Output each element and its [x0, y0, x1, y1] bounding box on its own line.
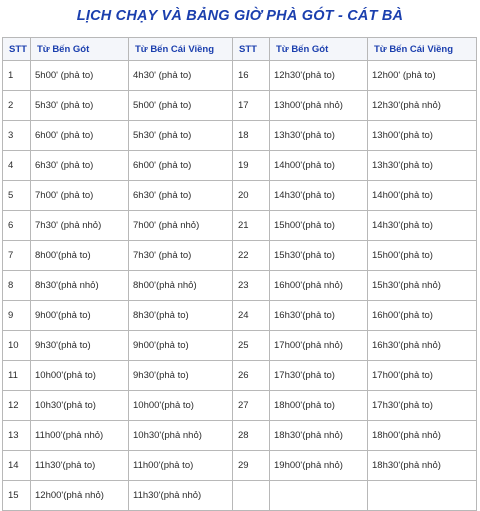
departure-got-cell: 13h00'(phả nhỏ) [270, 91, 368, 121]
departure-cai-vieng-cell [368, 481, 477, 511]
departure-got-cell: 5h00' (phả to) [31, 61, 129, 91]
row-number-cell: 26 [233, 361, 270, 391]
departure-got-cell: 18h00'(phả to) [270, 391, 368, 421]
row-number-cell: 23 [233, 271, 270, 301]
row-number-cell [233, 481, 270, 511]
column-header-stt: STT [3, 38, 31, 61]
table-body [3, 61, 477, 511]
departure-cai-vieng-cell: 17h30'(phả to) [368, 391, 477, 421]
departure-got-cell: 12h00'(phả nhỏ) [31, 481, 129, 511]
departure-got-cell: 10h30'(phả to) [31, 391, 129, 421]
departure-got-cell: 15h30'(phả to) [270, 241, 368, 271]
row-number-cell: 7 [3, 241, 31, 271]
departure-got-cell: 9h30'(phả to) [31, 331, 129, 361]
departure-cai-vieng-cell: 15h30'(phả nhỏ) [368, 271, 477, 301]
departure-got-cell: 6h30' (phả to) [31, 151, 129, 181]
row-number-cell: 20 [233, 181, 270, 211]
departure-cai-vieng-cell: 16h00'(phả to) [368, 301, 477, 331]
departure-got-cell: 16h30'(phả to) [270, 301, 368, 331]
departure-got-cell: 19h00'(phả nhỏ) [270, 451, 368, 481]
departure-cai-vieng-cell: 12h30'(phả nhỏ) [368, 91, 477, 121]
departure-cai-vieng-cell: 11h30'(phả nhỏ) [129, 481, 233, 511]
departure-got-cell: 7h00' (phả to) [31, 181, 129, 211]
departure-got-cell: 12h30'(phả to) [270, 61, 368, 91]
row-number-cell: 9 [3, 301, 31, 331]
table-row [3, 481, 477, 511]
row-number-cell: 14 [3, 451, 31, 481]
departure-cai-vieng-cell: 7h00' (phả nhỏ) [129, 211, 233, 241]
departure-cai-vieng-cell: 14h00'(phả to) [368, 181, 477, 211]
table-row [3, 301, 477, 331]
departure-cai-vieng-cell: 7h30' (phả to) [129, 241, 233, 271]
row-number-cell: 8 [3, 271, 31, 301]
row-number-cell: 16 [233, 61, 270, 91]
row-number-cell: 10 [3, 331, 31, 361]
departure-got-cell: 14h30'(phả to) [270, 181, 368, 211]
departure-got-cell: 7h30' (phả nhỏ) [31, 211, 129, 241]
departure-cai-vieng-cell: 18h00'(phả nhỏ) [368, 421, 477, 451]
departure-cai-vieng-cell: 10h30'(phả nhỏ) [129, 421, 233, 451]
departure-got-cell: 13h30'(phả to) [270, 121, 368, 151]
departure-got-cell: 18h30'(phả nhỏ) [270, 421, 368, 451]
departure-cai-vieng-cell: 13h00'(phả to) [368, 121, 477, 151]
departure-got-cell: 15h00'(phả to) [270, 211, 368, 241]
column-header-from-got: Từ Bến Gót [270, 38, 368, 61]
departure-got-cell: 8h00'(phả to) [31, 241, 129, 271]
row-number-cell: 5 [3, 181, 31, 211]
row-number-cell: 29 [233, 451, 270, 481]
row-number-cell: 15 [3, 481, 31, 511]
table-row [3, 451, 477, 481]
departure-got-cell [270, 481, 368, 511]
row-number-cell: 4 [3, 151, 31, 181]
table-row [3, 61, 477, 91]
table-row [3, 421, 477, 451]
departure-got-cell: 17h00'(phả nhỏ) [270, 331, 368, 361]
table-row [3, 391, 477, 421]
table-row [3, 121, 477, 151]
departure-cai-vieng-cell: 11h00'(phả to) [129, 451, 233, 481]
departure-cai-vieng-cell: 5h30' (phả to) [129, 121, 233, 151]
table-row [3, 151, 477, 181]
departure-cai-vieng-cell: 15h00'(phả to) [368, 241, 477, 271]
column-header-from-got: Từ Bến Gót [31, 38, 129, 61]
row-number-cell: 27 [233, 391, 270, 421]
departure-got-cell: 17h30'(phả to) [270, 361, 368, 391]
row-number-cell: 3 [3, 121, 31, 151]
row-number-cell: 1 [3, 61, 31, 91]
table-row [3, 361, 477, 391]
departure-got-cell: 10h00'(phả to) [31, 361, 129, 391]
row-number-cell: 17 [233, 91, 270, 121]
row-number-cell: 21 [233, 211, 270, 241]
departure-cai-vieng-cell: 6h30' (phả to) [129, 181, 233, 211]
departure-got-cell: 6h00' (phả to) [31, 121, 129, 151]
departure-cai-vieng-cell: 4h30' (phả to) [129, 61, 233, 91]
departure-got-cell: 5h30' (phả to) [31, 91, 129, 121]
row-number-cell: 22 [233, 241, 270, 271]
departure-got-cell: 9h00'(phả to) [31, 301, 129, 331]
departure-cai-vieng-cell: 18h30'(phả nhỏ) [368, 451, 477, 481]
ferry-schedule-table [2, 37, 477, 511]
table-header-row [3, 38, 477, 61]
departure-cai-vieng-cell: 5h00' (phả to) [129, 91, 233, 121]
table-row [3, 271, 477, 301]
departure-cai-vieng-cell: 10h00'(phả to) [129, 391, 233, 421]
column-header-from-cai-vieng: Từ Bến Cái Viềng [368, 38, 477, 61]
row-number-cell: 11 [3, 361, 31, 391]
row-number-cell: 13 [3, 421, 31, 451]
departure-cai-vieng-cell: 9h00'(phả to) [129, 331, 233, 361]
departure-got-cell: 11h30'(phả to) [31, 451, 129, 481]
departure-got-cell: 16h00'(phả nhỏ) [270, 271, 368, 301]
page-title: LỊCH CHẠY VÀ BẢNG GIỜ PHÀ GÓT - CÁT BÀ [76, 8, 404, 24]
table-row [3, 211, 477, 241]
departure-cai-vieng-cell: 8h00'(phả nhỏ) [129, 271, 233, 301]
departure-cai-vieng-cell: 16h30'(phả nhỏ) [368, 331, 477, 361]
departure-cai-vieng-cell: 14h30'(phả to) [368, 211, 477, 241]
row-number-cell: 6 [3, 211, 31, 241]
row-number-cell: 25 [233, 331, 270, 361]
departure-cai-vieng-cell: 6h00' (phả to) [129, 151, 233, 181]
table-row [3, 331, 477, 361]
table-row [3, 91, 477, 121]
departure-got-cell: 14h00'(phả to) [270, 151, 368, 181]
row-number-cell: 12 [3, 391, 31, 421]
row-number-cell: 2 [3, 91, 31, 121]
column-header-from-cai-vieng: Từ Bến Cái Viềng [129, 38, 233, 61]
departure-cai-vieng-cell: 8h30'(phả to) [129, 301, 233, 331]
departure-cai-vieng-cell: 12h00' (phả to) [368, 61, 477, 91]
departure-cai-vieng-cell: 9h30'(phả to) [129, 361, 233, 391]
departure-got-cell: 11h00'(phả nhỏ) [31, 421, 129, 451]
departure-cai-vieng-cell: 17h00'(phả to) [368, 361, 477, 391]
row-number-cell: 19 [233, 151, 270, 181]
departure-cai-vieng-cell: 13h30'(phả to) [368, 151, 477, 181]
table-row [3, 241, 477, 271]
row-number-cell: 28 [233, 421, 270, 451]
departure-got-cell: 8h30'(phả nhỏ) [31, 271, 129, 301]
column-header-stt: STT [233, 38, 270, 61]
row-number-cell: 24 [233, 301, 270, 331]
table-row [3, 181, 477, 211]
row-number-cell: 18 [233, 121, 270, 151]
